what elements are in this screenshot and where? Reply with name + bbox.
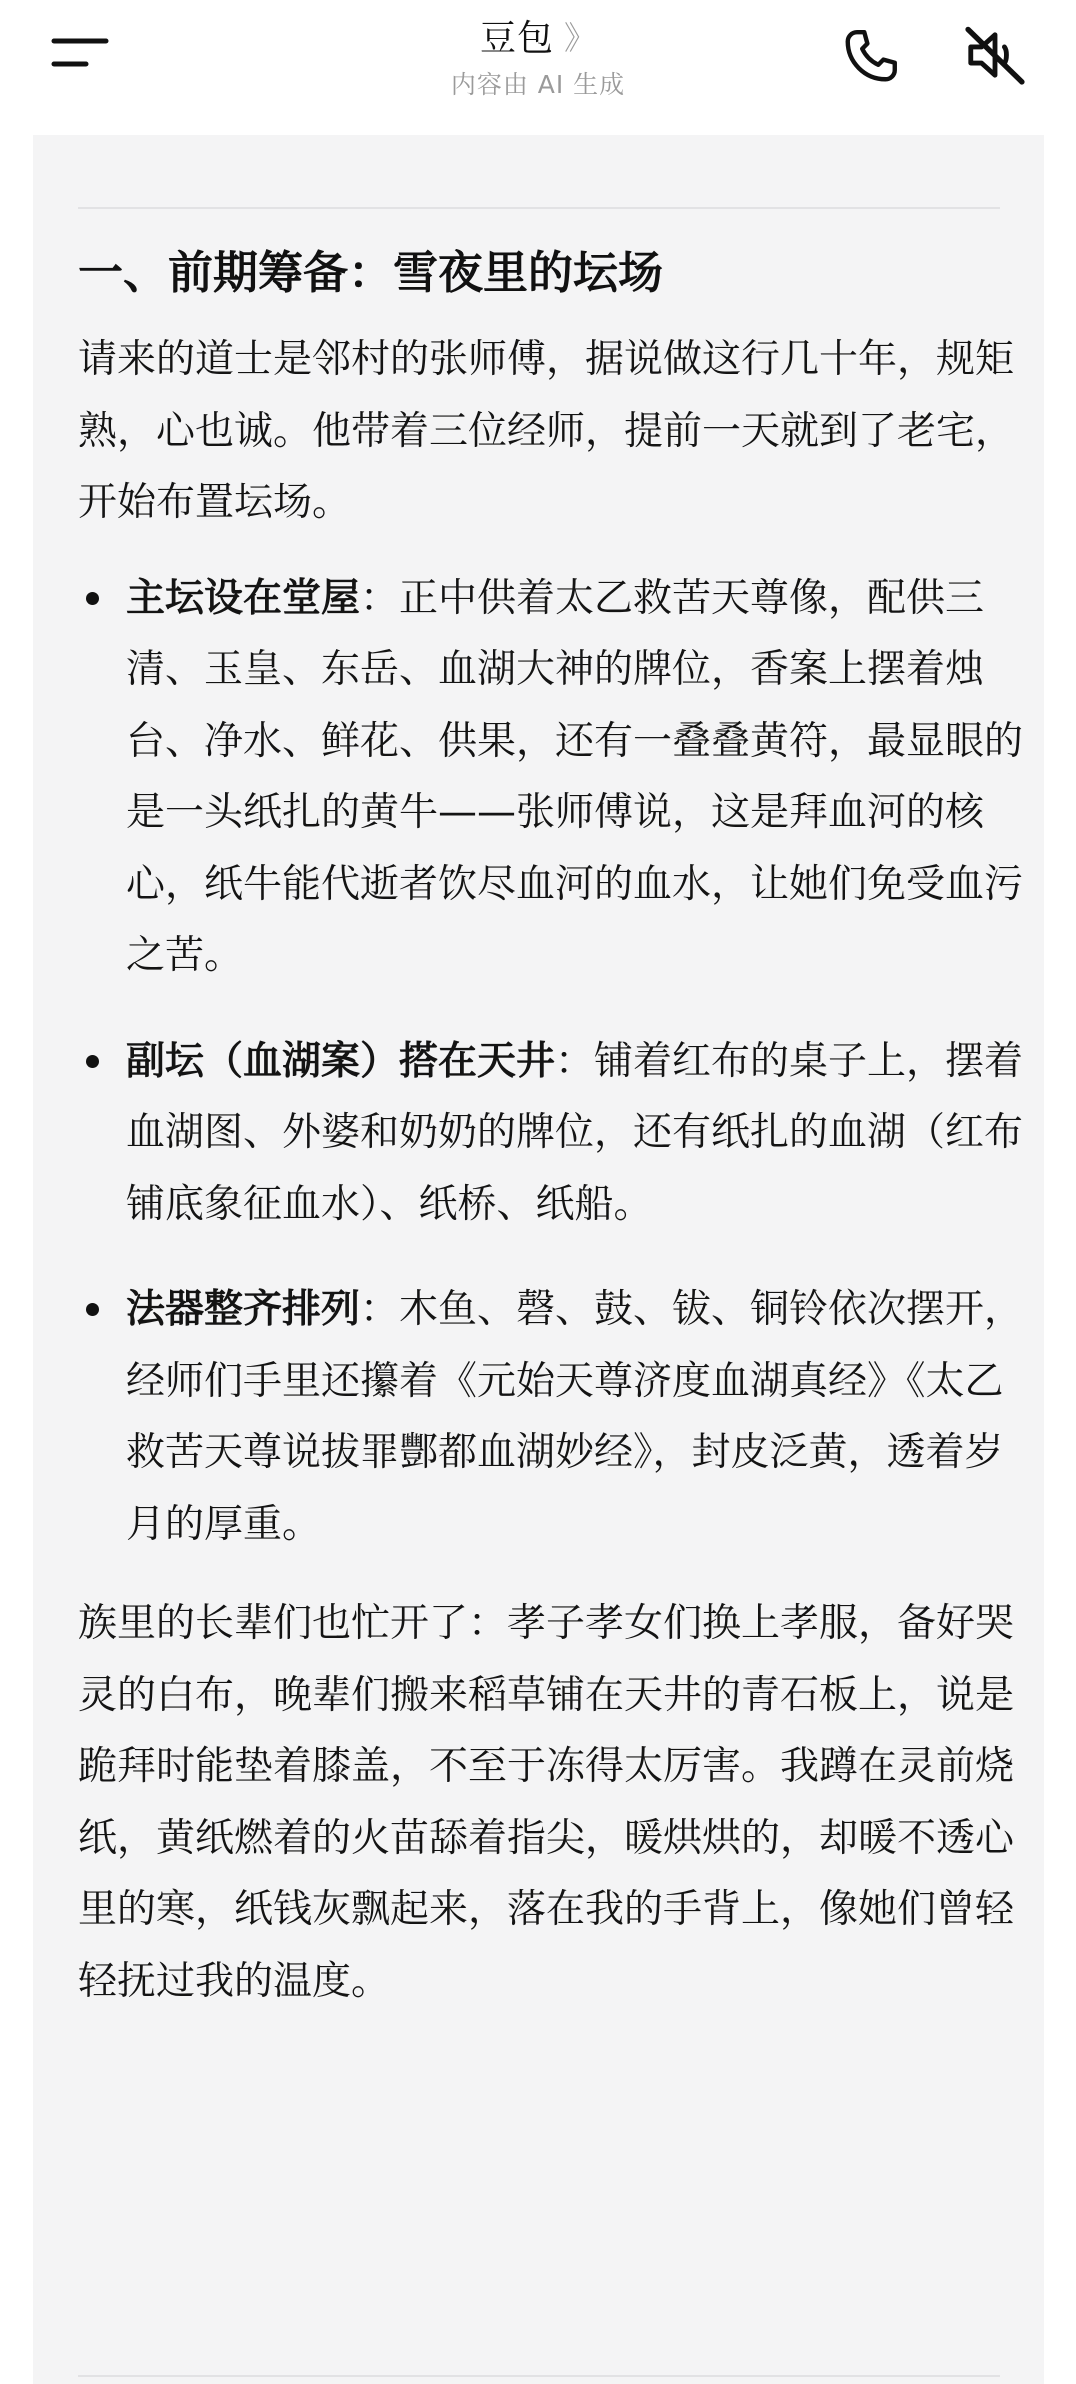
- title-area: [0, 10, 1076, 101]
- bullet-title: 主坛设在堂屋: [126, 575, 361, 621]
- bullet-title: 副坛（血湖案）搭在天井: [126, 1038, 556, 1084]
- mute-toggle-button[interactable]: [960, 22, 1030, 88]
- bullet-item-ritual-instruments: [78, 1274, 1038, 1560]
- top-bar: [0, 0, 1076, 135]
- message-content: [78, 240, 1038, 2017]
- bullet-dot: [86, 1055, 99, 1068]
- section-heading: 一、前期筹备：雪夜里的坛场: [78, 246, 664, 299]
- call-button[interactable]: [840, 25, 902, 87]
- bullet-dot: [86, 1303, 99, 1316]
- bottom-divider: [78, 2375, 1000, 2377]
- message-card: [33, 135, 1044, 2384]
- section-divider: [78, 207, 1000, 209]
- bullet-text: ：正中供着太乙救苦天尊像，配供三清、玉皇、东岳、血湖大神的牌位，香案上摆着烛台、净水、鲜花、供果，还有一叠叠黄符，最显眼的是一头纸扎的黄牛——张师傅说，这是拜血河的核心，纸牛能代逝者饮尽血河的血水，让她们免受血污之苦。: [126, 575, 1024, 978]
- phone-icon: [840, 25, 902, 87]
- speaker-muted-icon: [960, 22, 1030, 88]
- bullet-text: ：木鱼、磬、鼓、钹、铜铃依次摆开，经师们手里还攥着《元始天尊济度血湖真经》《太乙救苦天尊说拔罪酆都血湖妙经》，封皮泛黄，透着岁月的厚重。: [126, 1287, 1024, 1547]
- bullet-item-main-altar: [78, 563, 1038, 992]
- bot-title-button[interactable]: [480, 10, 596, 61]
- bullet-item-side-altar: [78, 1026, 1038, 1241]
- bullet-list: [78, 563, 1038, 1561]
- page-title: 豆包: [479, 18, 554, 59]
- ai-generated-notice: 内容由 AI 生成: [450, 70, 626, 99]
- chevron-right-icon: 》: [564, 18, 597, 57]
- bullet-title: 法器整齐排列: [126, 1287, 361, 1332]
- intro-paragraph: 请来的道士是邻村的张师傅，据说做这行几十年，规矩熟，心也诚。他带着三位经师，提前一天就到了老宅，开始布置坛场。: [78, 337, 1015, 525]
- closing-paragraph: 族里的长辈们也忙开了：孝子孝女们换上孝服，备好哭灵的白布，晚辈们搬来稻草铺在天井的青石板上，说是跪拜时能垫着膝盖，不至于冻得太厉害。我蹲在灵前烧纸，黄纸燃着的火苗舔着指尖，暖烘烘的，却暖不透心里的寒，纸钱灰飘起来，落在我的手背上，像她们曾轻轻抚过我的温度。: [78, 1601, 1015, 2004]
- bullet-dot: [86, 592, 99, 605]
- bullet-text: ：铺着红布的桌子上，摆着血湖图、外婆和奶奶的牌位，还有纸扎的血湖（红布铺底象征血水）、纸桥、纸船。: [126, 1038, 1024, 1227]
